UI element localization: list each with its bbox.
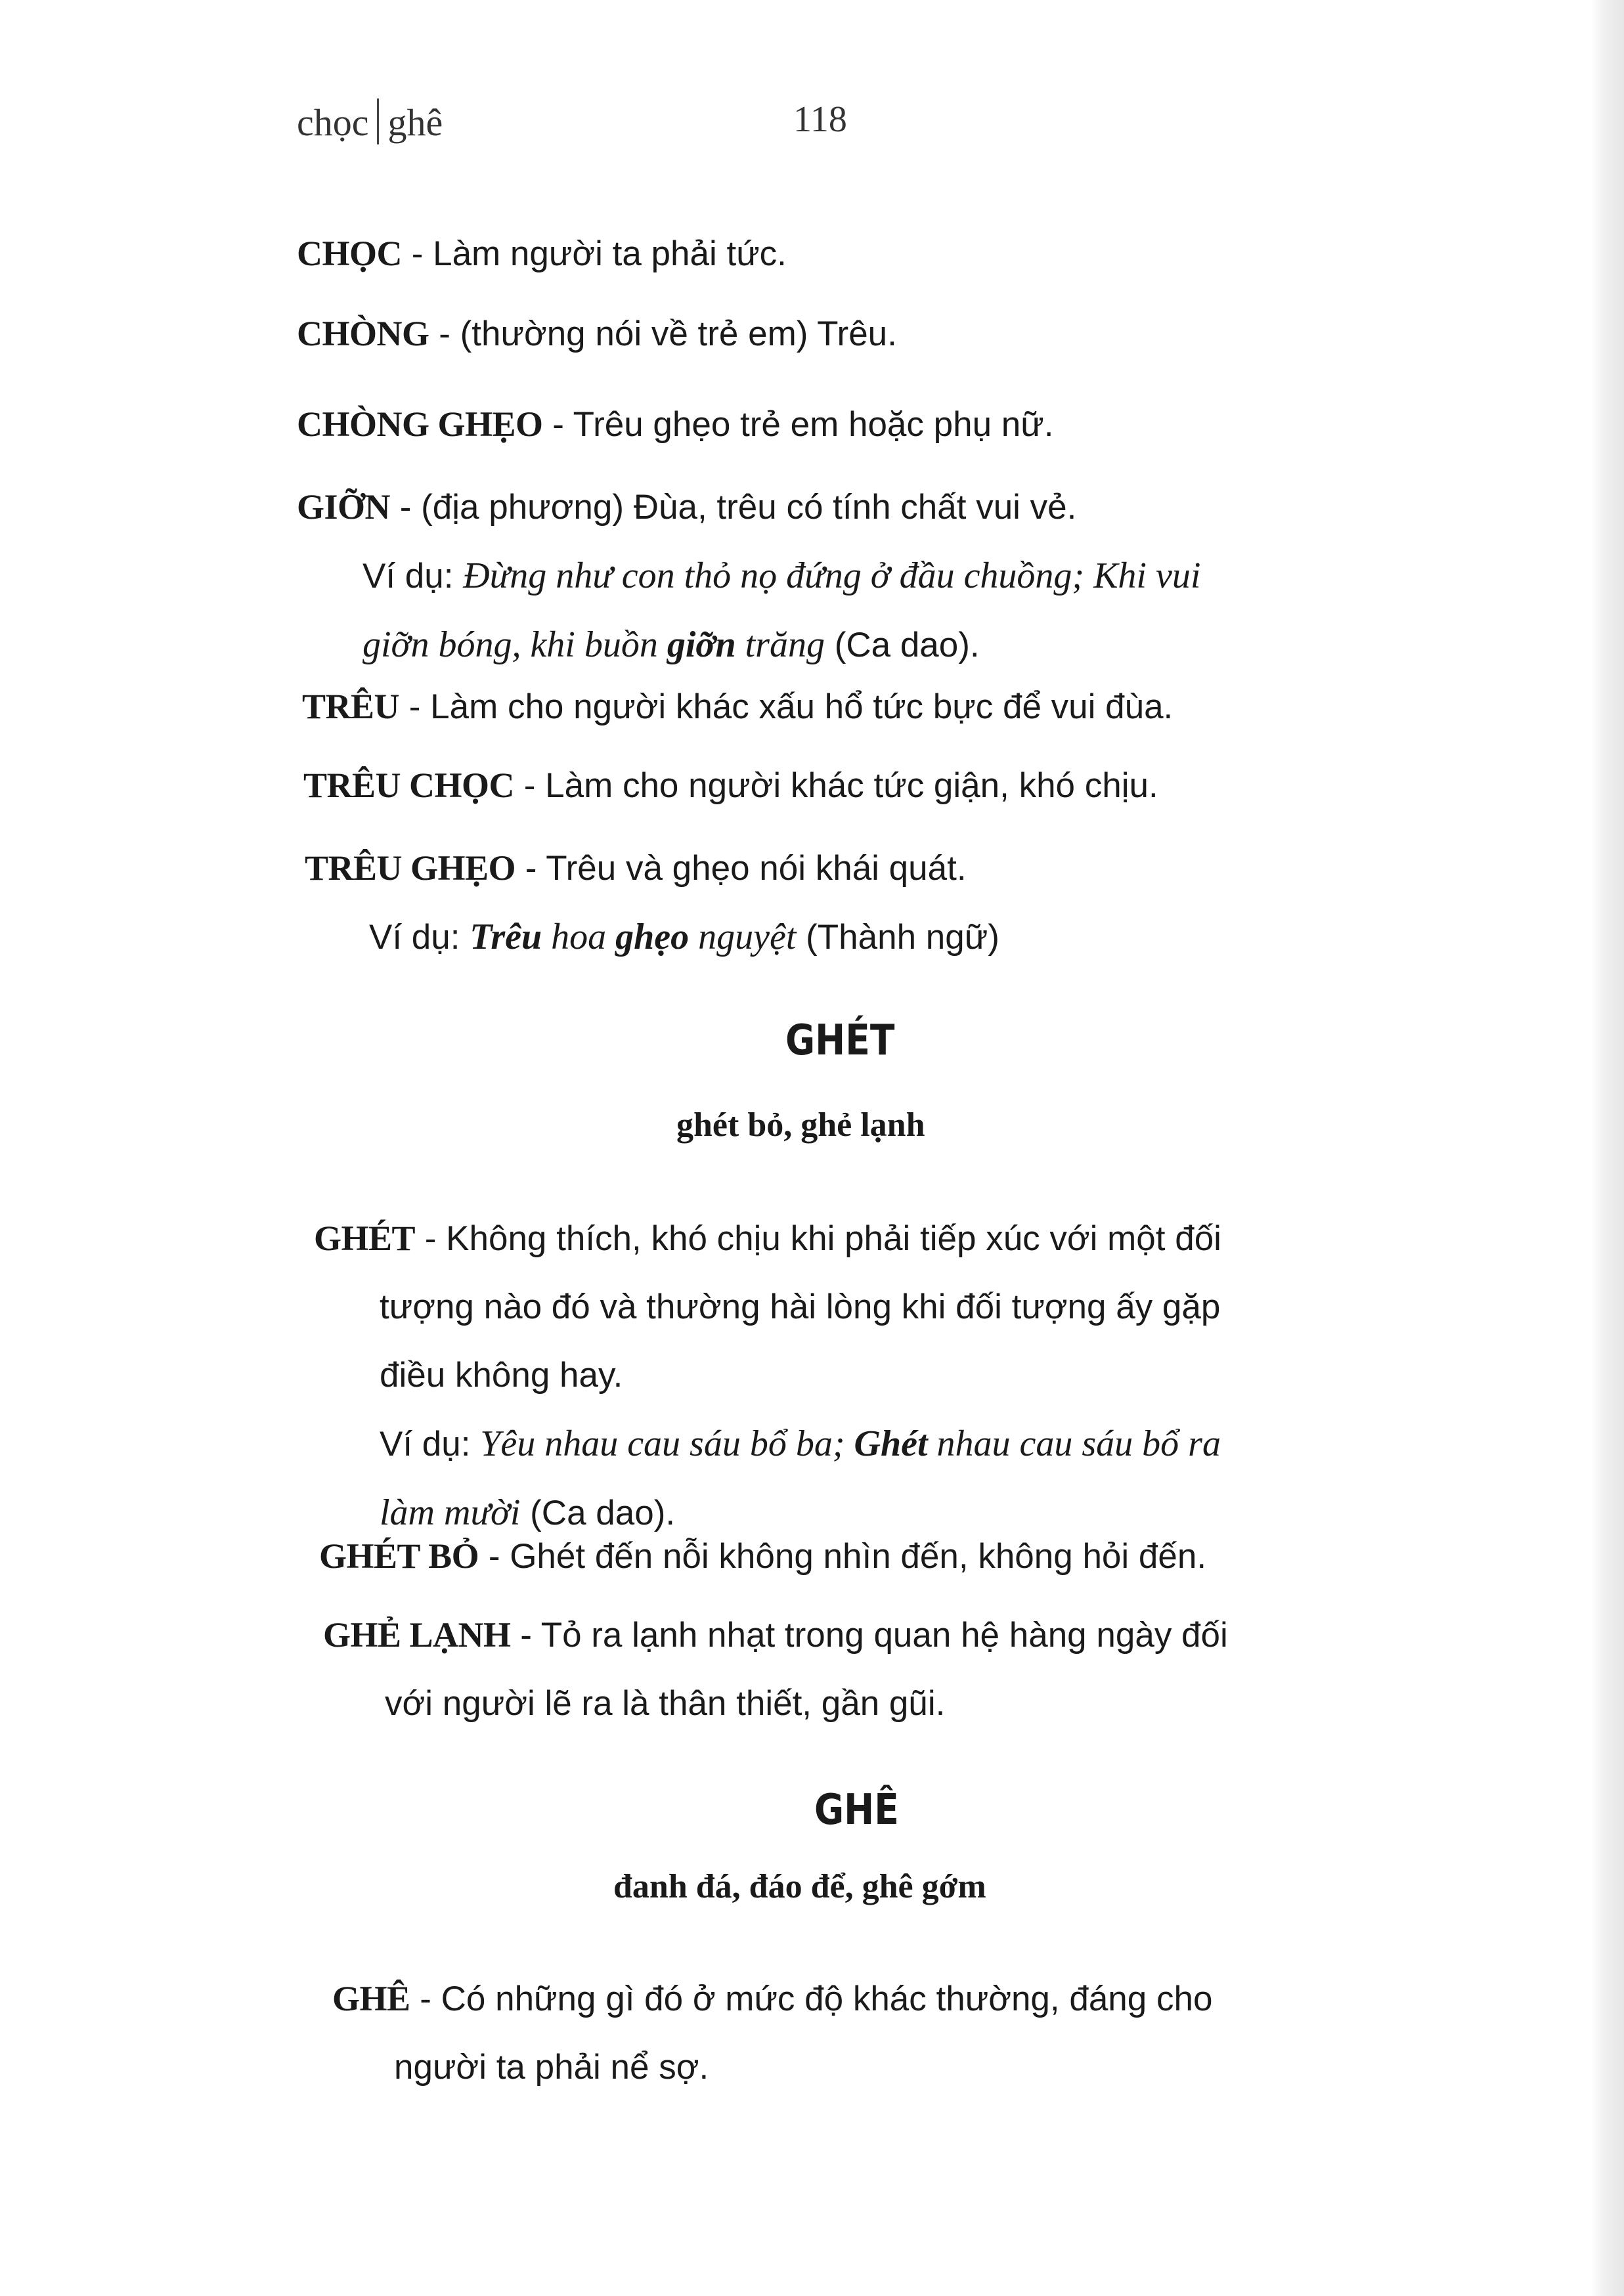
section-heading-ghe: GHÊ [814, 1786, 899, 1834]
entry-definition: - Tỏ ra lạnh nhạt trong quan hệ hàng ngày đối [510, 1616, 1228, 1655]
example-source: (Ca dao). [824, 626, 980, 664]
example-text: Đừng như con thỏ nọ đứng ở đầu chuồng; Khi vui [463, 555, 1201, 596]
entry-term: TRÊU GHẸO [305, 848, 516, 888]
entry-definition: với người lẽ ra là thân thiết, gần gũi. [385, 1684, 946, 1723]
entry-definition: - Làm cho người khác tức giận, khó chịu. [514, 766, 1158, 805]
entry-ghe-lanh [323, 1601, 1228, 1738]
entry-gion [297, 473, 1200, 680]
entry-ghe [332, 1964, 1212, 2102]
entry-term: GHẺ LẠNH [323, 1615, 511, 1655]
example-source: (Ca dao). [520, 1494, 676, 1532]
entry-term: GHÊ [332, 1979, 410, 2018]
entry-term: GHÉT BỎ [319, 1536, 479, 1576]
header-separator [377, 98, 379, 144]
example-label: Ví dụ: [362, 557, 464, 596]
entry-definition: - Làm cho người khác xấu hổ tức bực để vui đùa. [399, 687, 1174, 726]
section-synonyms-ghe: đanh đá, đáo để, ghê gớm [613, 1868, 986, 1905]
entry-chong-gheo [297, 390, 1053, 459]
example-text: Yêu nhau cau sáu bổ ba; [480, 1423, 854, 1464]
header-first-word: chọc [297, 101, 369, 144]
example-source: (Thành ngữ) [796, 918, 999, 957]
section-synonyms-ghet: ghét bỏ, ghẻ lạnh [676, 1106, 925, 1144]
page-edge-shadow [1591, 0, 1624, 2296]
example-keyword: Ghét [854, 1423, 928, 1464]
example-text: nguyệt [689, 917, 797, 957]
example-keyword: ghẹo [615, 917, 690, 957]
example-keyword: Trêu [470, 917, 542, 957]
entry-definition: điều không hay. [380, 1356, 623, 1395]
entry-definition: - Ghét đến nỗi không nhìn đến, không hỏi đến. [479, 1537, 1207, 1576]
entry-definition: - Trêu và ghẹo nói khái quát. [516, 849, 967, 888]
entry-definition: - (địa phương) Đùa, trêu có tính chất vui vẻ. [390, 488, 1077, 527]
example-label: Ví dụ: [369, 918, 470, 957]
page-number: 118 [793, 99, 847, 140]
entry-definition: - Không thích, khó chịu khi phải tiếp xúc với một đối [415, 1219, 1221, 1258]
entry-term: GIỠN [297, 487, 391, 527]
entry-term: GHÉT [314, 1219, 416, 1258]
entry-choc [297, 219, 787, 288]
section-heading-ghet: GHÉT [785, 1016, 895, 1065]
example-text: giỡn bóng, khi buồn [362, 624, 667, 665]
entry-definition: - (thường nói về trẻ em) Trêu. [429, 314, 897, 353]
entry-ghet [314, 1204, 1221, 1548]
entry-definition: - Làm người ta phải tức. [402, 234, 787, 273]
entry-term: CHÒNG GHẸO [297, 404, 543, 444]
entry-treu [302, 672, 1173, 741]
example-label: Ví dụ: [380, 1425, 481, 1463]
entry-definition: tượng nào đó và thường hài lòng khi đối tượng ấy gặp [380, 1288, 1221, 1326]
entry-term: TRÊU CHỌC [303, 766, 515, 805]
entry-chong [297, 299, 897, 368]
example-keyword: giỡn [667, 624, 736, 665]
example-text: làm mười [380, 1492, 521, 1533]
example-text: hoa [542, 917, 616, 957]
header-last-word: ghê [387, 101, 443, 144]
entry-ghet-bo [319, 1522, 1206, 1591]
entry-definition: - Trêu ghẹo trẻ em hoặc phụ nữ. [542, 405, 1054, 444]
running-header [297, 98, 443, 144]
entry-definition: - Có những gì đó ở mức độ khác thường, đáng cho [410, 1980, 1213, 2018]
entry-treu-choc [303, 751, 1158, 820]
example-text: nhau cau sáu bổ ra [927, 1423, 1221, 1464]
entry-definition: người ta phải nể sợ. [394, 2048, 709, 2087]
entry-term: CHỌC [297, 234, 402, 273]
entry-term: CHÒNG [297, 314, 429, 353]
entry-treu-gheo [305, 834, 999, 972]
example-text: trăng [735, 624, 825, 665]
entry-term: TRÊU [302, 687, 400, 726]
